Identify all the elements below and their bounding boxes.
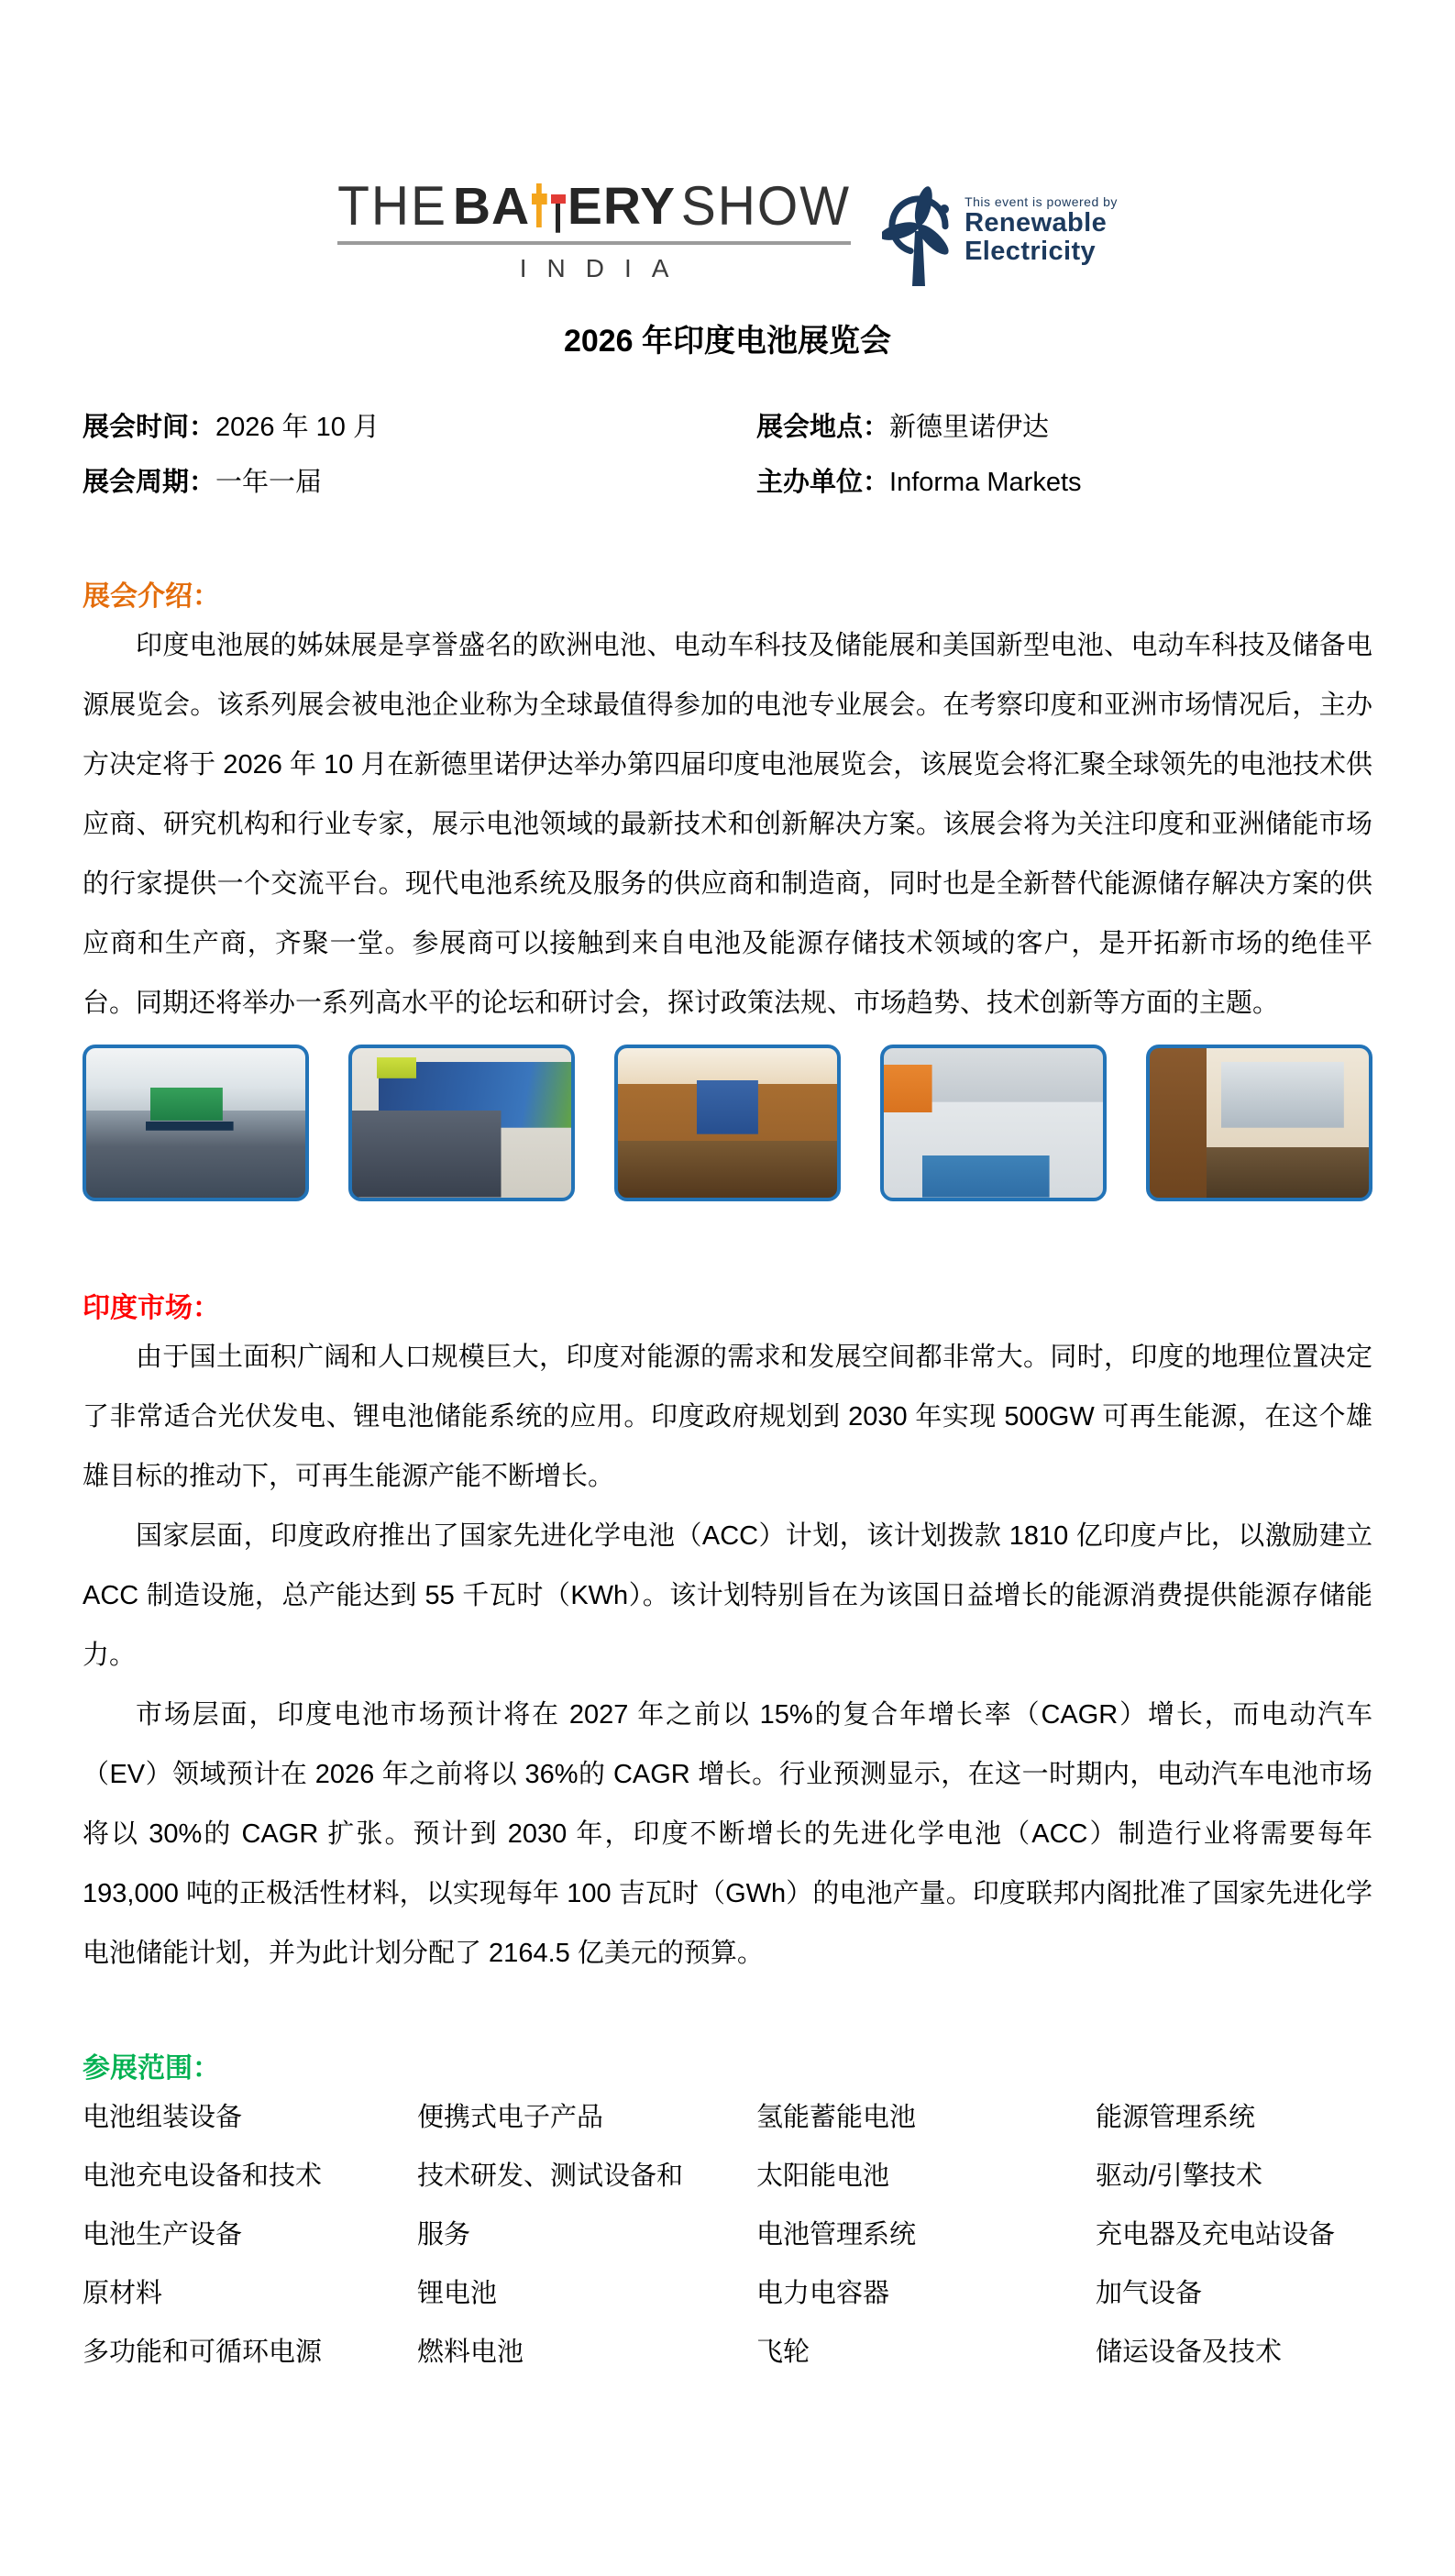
brand-ery: ERY [567,177,676,236]
header-logo-row [83,0,1372,288]
scope-item: 飞轮 [756,2338,810,2367]
info-field-time [83,409,756,446]
scope-item: 原材料 [83,2279,163,2308]
info-field-cycle [83,464,756,501]
battery-plus-icon [532,183,546,227]
photo-strip [83,1045,1372,1201]
section-heading-intro: 展会介绍： [83,581,220,612]
page-title: 2026 年印度电池展览会 [563,324,892,359]
section-heading-market: 印度市场： [83,1293,220,1323]
electricity-label: Electricity [964,237,1097,266]
info-label: 主办单位： [756,468,890,497]
market-paragraph-1: 由于国土面积广阔和人口规模巨大，印度对能源的需求和发展空间都非常大。同时，印度的地理位置决定了非常适合光伏发电、锂电池储能系统的应用。印度政府规划到 2030 年实现 500GW 可再生能源，在这个雄雄目标的推动下，可再生能源产能不断增长。 [83,1343,1372,1491]
scope-item: 便携式电子产品 [417,2103,604,2132]
scope-item: 电池组装设备 [83,2103,243,2132]
exhibition-photo-4 [880,1045,1107,1201]
info-value: 一年一届 [215,468,323,497]
market-paragraph-2: 国家层面，印度政府推出了国家先进化学电池（ACC）计划，该计划拨款 1810 亿印度卢比，以激励建立 ACC 制造设施，总产能达到 55 千瓦时（KWh）。该计划特别旨在为该国日益增长的能源消费提供能源存储能力。 [83,1521,1372,1670]
wind-turbine-icon [882,185,955,288]
brand-show: SHOW [680,175,852,238]
exhibition-photo-2 [348,1045,575,1201]
renewable-electricity-text [964,185,1118,266]
scope-item: 能源管理系统 [1096,2103,1256,2132]
info-label: 展会时间： [83,413,216,442]
scope-item: 燃料电池 [417,2338,524,2367]
scope-item: 电池生产设备 [83,2220,243,2250]
logo-divider-line [337,241,851,245]
scope-item: 加气设备 [1096,2279,1203,2308]
section-heading-scope: 参展范围： [83,2053,220,2084]
exhibition-photo-5 [1146,1045,1372,1201]
scope-item: 电池管理系统 [756,2220,917,2250]
scope-item: 多功能和可循环电源 [83,2338,323,2367]
info-value: 2026 年 10 月 [215,413,380,442]
renewable-electricity-logo [882,180,1118,288]
scope-item: 锂电池 [417,2279,498,2308]
scope-item: 储运设备及技术 [1096,2338,1283,2367]
scope-item: 氢能蓄能电池 [756,2103,917,2132]
scope-item: 驱动/引擎技术 [1096,2161,1263,2191]
scope-item: 太阳能电池 [756,2161,890,2191]
scope-item: 充电器及充电站设备 [1096,2220,1336,2250]
scope-item: 技术研发、测试设备和 [417,2161,684,2191]
brand-india: INDIA [519,254,689,282]
scope-item: 服务 [417,2220,471,2250]
market-paragraph-3: 市场层面，印度电池市场预计将在 2027 年之前以 15%的复合年增长率（CAGR）增长，而电动汽车（EV）领域预计在 2026 年之前将以 36%的 CAGR 增长。行业预测显示，在这一时期内，电动汽车电池市场将以 30%的 CAGR 扩张。预计到 2030 年，印度不断增长的先进化学电池（ACC）制造行业将需要每年 193,000 吨的正极活性材料，以实现每年 100 吉瓦时（GWh）的电池产量。印度联邦内阁批准了国家先进化学电池储能计划，并为此计划分配了 2164.5 亿美元的预算。 [83,1700,1372,1968]
exhibition-photo-3 [614,1045,841,1201]
renewable-label: Renewable [964,208,1108,238]
brand-ba: BA [452,177,531,236]
info-field-location [756,409,1372,446]
battery-show-wordmark [337,175,852,238]
battery-red-t-icon [551,194,566,233]
battery-show-logo [337,175,852,283]
brand-the: THE [337,175,448,238]
info-label: 展会地点： [756,413,890,442]
intro-paragraph: 印度电池展的姊妹展是享誉盛名的欧洲电池、电动车科技及储能展和美国新型电池、电动车科技及储备电源展览会。该系列展会被电池企业称为全球最值得参加的电池专业展会。在考察印度和亚洲市场情况后，主办方决定将于 2026 年 10 月在新德里诺伊达举办第四届印度电池展览会，该展览会将汇聚全球领先的电池技术供应商、研究机构和行业专家，展示电池领域的最新技术和创新解决方案。该展会将为关注印度和亚洲储能市场的行家提供一个交流平台。现代电池系统及服务的供应商和制造商，同时也是全新替代能源储存解决方案的供应商和生产商，齐聚一堂。参展商可以接触到来自电池及能源存储技术领域的客户，是开拓新市场的绝佳平台。同期还将举办一系列高水平的论坛和研讨会，探讨政策法规、市场趋势、技术创新等方面的主题。 [83,631,1372,1018]
powered-by-tagline: This event is powered by [964,194,1118,209]
info-value: Informa Markets [889,468,1082,497]
scope-grid [83,2088,1372,2382]
info-field-organizer [756,464,1372,501]
scope-item: 电池充电设备和技术 [83,2161,323,2191]
exhibition-photo-1 [83,1045,309,1201]
info-value: 新德里诺伊达 [889,413,1050,442]
info-label: 展会周期： [83,468,216,497]
exhibition-info-grid [83,409,1372,501]
scope-item: 电力电容器 [756,2279,890,2308]
